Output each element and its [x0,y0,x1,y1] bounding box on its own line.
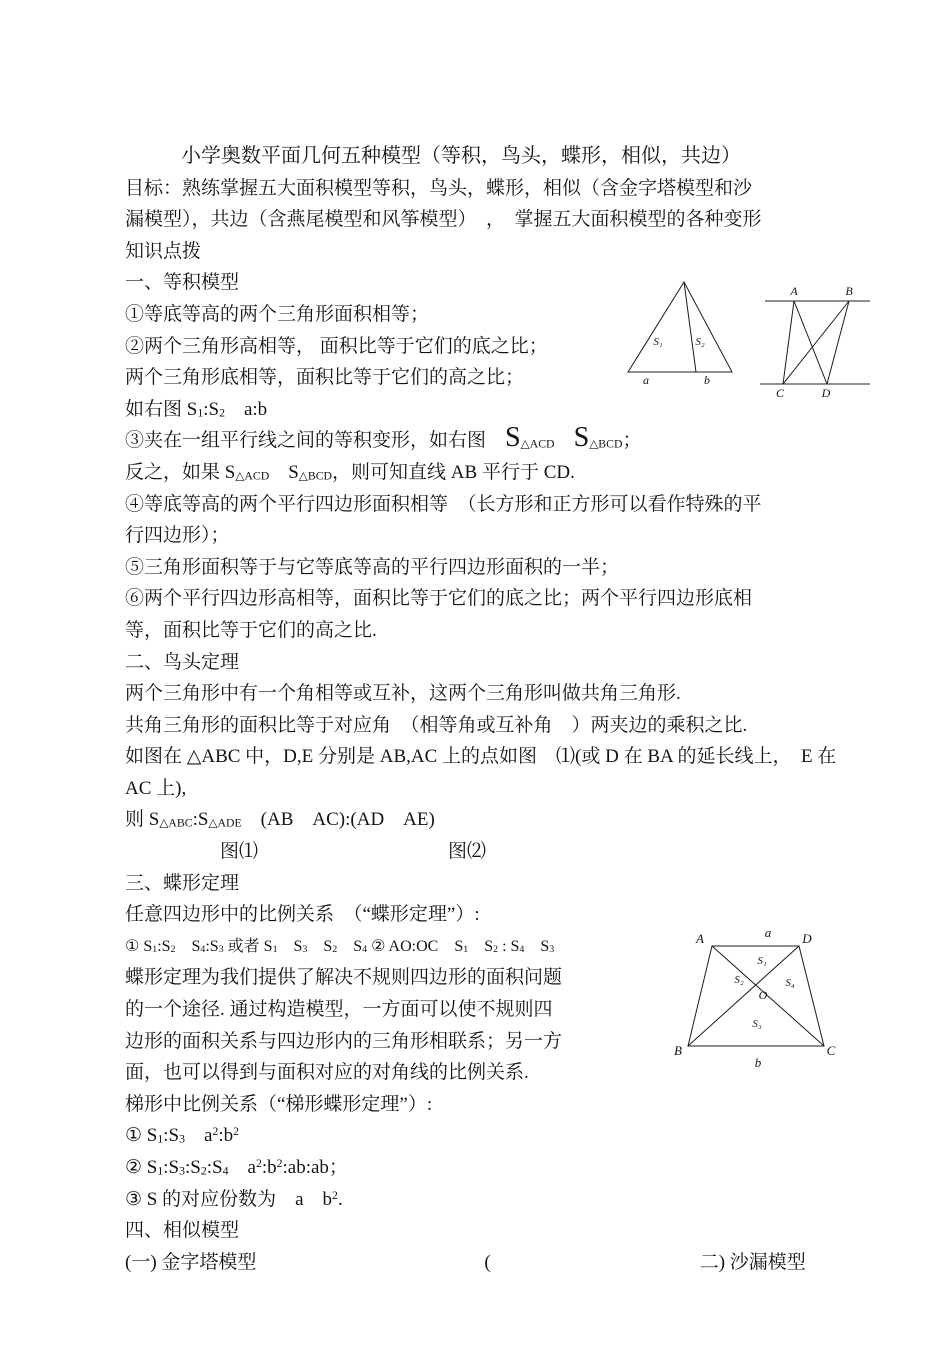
region-label-s3: S₃ [752,1018,762,1030]
diagonal-BD [688,946,799,1046]
text-line: ①等底等高的两个三角形面积相等； [125,303,430,325]
segment-AD [794,301,827,384]
figure-equal-area-triangle [618,272,743,392]
text-line: 反之，如果 S△ACD S△BCD，则可知直线 AB 平行于 CD. [125,461,575,483]
region-label-s2: S₂ [695,336,705,348]
text-line: AC 上), [125,777,187,799]
text-line: 蝶形定理为我们提供了解决不规则四边形的面积问题 [125,967,563,989]
text-line: 等，面积比等于它们的高之比. [125,619,377,641]
base-label-a: a [643,373,649,387]
text-line: 知识点拨 [125,240,202,262]
diagonal-AC [712,946,824,1046]
segment-BC [783,301,849,384]
vertex-label-C: C [775,386,785,400]
vertex-label-A: A [790,284,798,298]
text-line: 如图在 △ABC 中，D,E 分别是 AB,AC 上的点如图 ⑴(或 D 在 BA 的延长线上， E 在 [125,746,837,768]
vertex-label-D: D [802,931,812,946]
text-line: ⑥两个平行四边形高相等，面积比等于它们的底之比；两个平行四边形底相 [125,588,753,610]
text-line: ① S1:S3 $a^2:b^2$ [125,1125,239,1147]
edge-label-b: b [754,1055,762,1070]
text-line: ⑤三角形面积等于与它等底等高的平行四边形面积的一半； [125,556,620,578]
triangle-cevian [684,282,696,372]
intersection-label-O: O [758,988,768,1002]
segment-BD [827,301,849,384]
section-heading-1: 一、等积模型 [125,272,240,294]
vertex-label-B: B [674,1043,682,1058]
doc-title: 小学奥数平面几何五种模型（等积，鸟头，蝶形，相似，共边） [181,145,741,167]
text-line: 漏模型），共边（含燕尾模型和风筝模型） ， 掌握五大面积模型的各种变形 [125,209,762,231]
parallel-lines-svg [750,280,885,400]
text-line: 两个三角形底相等，面积比等于它们的高之比； [125,367,525,389]
section-heading-3: 三、蝶形定理 [125,872,240,894]
text-line: 任意四边形中的比例关系 （“蝶形定理”）: [125,904,480,926]
text-line: ④等底等高的两个平行四边形面积相等 （长方形和正方形可以看作特殊的平 [125,493,762,515]
text-line: 行四边形）； [125,525,230,547]
triangle-outline [628,282,732,372]
region-label-s4: S₄ [785,977,795,989]
section-heading-2: 二、鸟头定理 [125,651,240,673]
region-label-s1: S₁ [653,336,663,348]
quadrilateral-outline [688,946,824,1046]
text-line: (一) 金字塔模型 ( 二) 沙漏模型 [125,1251,806,1273]
text-line: ③ S 的对应份数为 a $b^2$. [125,1188,343,1210]
vertex-label-D: D [821,386,831,400]
text-line: 目标：熟练掌握五大面积模型等积，鸟头，蝶形，相似（含金字塔模型和沙 [125,177,753,199]
base-label-b: b [704,373,710,387]
text-line: 的一个途径. 通过构造模型，一方面可以使不规则四 [125,999,553,1021]
text-line: 梯形中比例关系（“梯形蝶形定理”）: [125,1093,433,1115]
equal-area-triangle-svg [618,272,743,387]
region-label-s1: S₁ [757,955,767,967]
section-heading-4: 四、相似模型 [125,1220,240,1242]
text-line: 面，也可以得到与面积对应的对角线的比例关系. [125,1062,529,1084]
text-line: 共角三角形的面积比等于对应角 （相等角或互补角 ）两夹边的乘积之比. [125,714,748,736]
text-line: ① S1:S2 S4:S3 或者 S1 S3 S2 S4 ② AO:OC S1 S2 : S4 S3 [125,937,555,956]
edge-label-a: a [764,925,772,940]
figure-parallel-lines [750,280,885,405]
text-line: 如右图 S1:S2 a:b [125,398,268,420]
text-line: 边形的面积关系与四边形内的三角形相联系；另一方 [125,1030,563,1052]
region-label-s2: S₂ [734,974,744,986]
vertex-label-B: B [845,284,853,298]
vertex-label-A: A [696,931,704,946]
figure-butterfly-trapezoid [663,920,848,1075]
vertex-label-C: C [826,1043,836,1058]
text-line: 则 S△ABC:S△ADE (AB AC):(AD AE) [125,809,435,831]
text-line: ② S1:S3:S2:S4 $a^2:b^2:ab:ab$； [125,1157,348,1178]
text-line: 两个三角形中有一个角相等或互补，这两个三角形叫做共角三角形. [125,683,681,705]
text-line: ②两个三角形高相等， 面积比等于它们的底之比； [125,335,548,357]
butterfly-svg [663,920,848,1070]
figure-captions: 图⑴ 图⑵ [125,841,487,863]
text-line: ③夹在一组平行线之间的等积变形，如右图 S△ACD S△BCD； [125,422,642,454]
